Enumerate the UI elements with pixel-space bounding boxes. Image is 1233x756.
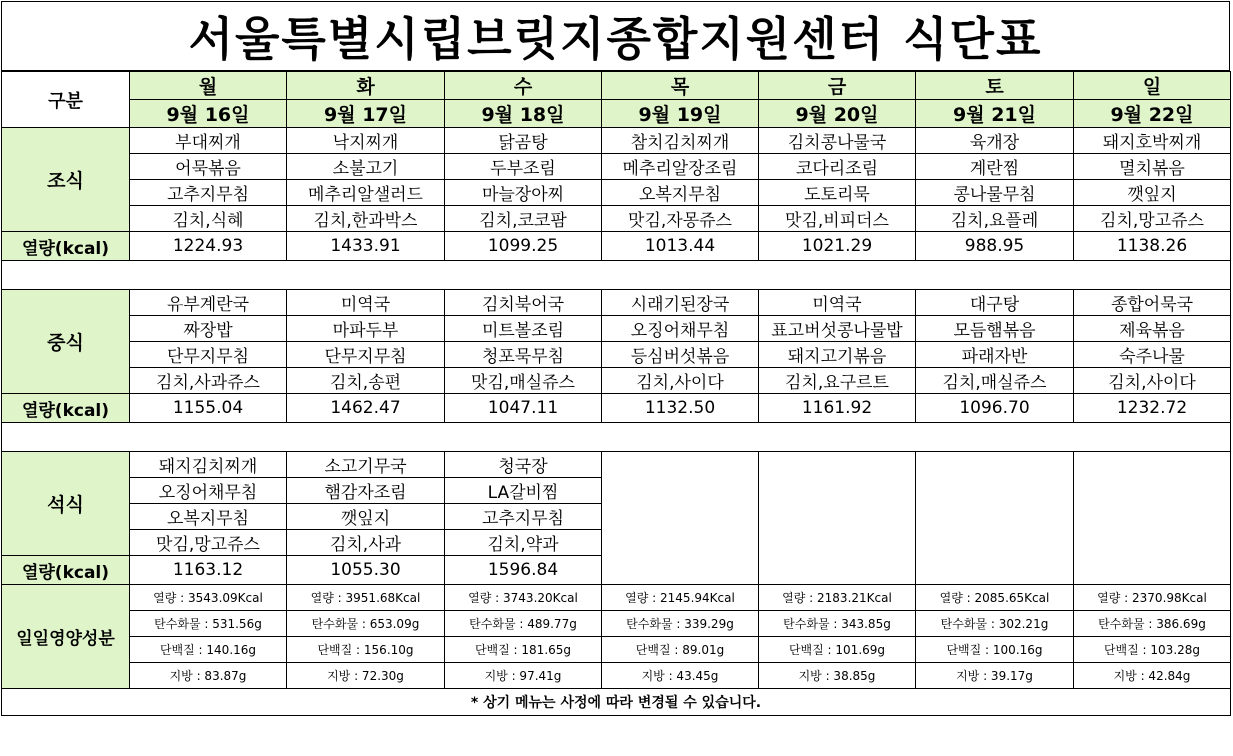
menu-cell: 맛김,자몽쥬스 bbox=[602, 206, 759, 232]
day-header: 월 bbox=[130, 72, 287, 100]
nutrition-protein: 단백질 : 181.65g bbox=[445, 637, 602, 663]
nutrition-fat: 지방 : 97.41g bbox=[445, 663, 602, 689]
nutrition-carbs: 탄수화물 : 653.09g bbox=[287, 611, 445, 637]
menu-cell: 소고기무국 bbox=[287, 452, 445, 478]
nutrition-protein: 단백질 : 101.69g bbox=[759, 637, 916, 663]
menu-cell: 표고버섯콩나물밥 bbox=[759, 316, 916, 342]
menu-cell: 어묵볶음 bbox=[130, 154, 287, 180]
menu-cell: 닭곰탕 bbox=[445, 128, 602, 154]
kcal-value: 1462.47 bbox=[287, 394, 445, 423]
menu-cell: 김치,약과 bbox=[445, 530, 602, 556]
nutrition-carbs: 탄수화물 : 339.29g bbox=[602, 611, 759, 637]
menu-cell: 김치북어국 bbox=[445, 290, 602, 316]
breakfast-label: 조식 bbox=[2, 128, 130, 232]
menu-cell: 오복지무침 bbox=[602, 180, 759, 206]
empty-cell bbox=[1074, 452, 1231, 585]
menu-cell: 모듬햄볶음 bbox=[916, 316, 1074, 342]
menu-cell: 소불고기 bbox=[287, 154, 445, 180]
nutrition-carbs: 탄수화물 : 531.56g bbox=[130, 611, 287, 637]
menu-cell: 메추리알샐러드 bbox=[287, 180, 445, 206]
menu-cell: 마파두부 bbox=[287, 316, 445, 342]
menu-cell: 김치,망고쥬스 bbox=[1074, 206, 1231, 232]
menu-cell: LA갈비찜 bbox=[445, 478, 602, 504]
nutrition-label: 일일영양성분 bbox=[2, 585, 130, 689]
menu-cell: 계란찜 bbox=[916, 154, 1074, 180]
lunch-label: 중식 bbox=[2, 290, 130, 394]
day-header: 화 bbox=[287, 72, 445, 100]
nutrition-protein: 단백질 : 156.10g bbox=[287, 637, 445, 663]
kcal-value: 1055.30 bbox=[287, 556, 445, 585]
spacer-row bbox=[2, 261, 1231, 290]
menu-cell: 고추지무침 bbox=[130, 180, 287, 206]
nutrition-energy: 열량 : 2085.65Kcal bbox=[916, 585, 1074, 611]
menu-cell: 참치김치찌개 bbox=[602, 128, 759, 154]
menu-cell: 도토리묵 bbox=[759, 180, 916, 206]
date-header: 9월 18일 bbox=[445, 100, 602, 128]
nutrition-carbs: 탄수화물 : 489.77g bbox=[445, 611, 602, 637]
footer-note: * 상기 메뉴는 사정에 따라 변경될 수 있습니다. bbox=[2, 689, 1231, 716]
spacer-row bbox=[2, 423, 1231, 452]
menu-cell: 낙지찌개 bbox=[287, 128, 445, 154]
menu-cell: 짜장밥 bbox=[130, 316, 287, 342]
menu-cell: 파래자반 bbox=[916, 342, 1074, 368]
kcal-value: 1232.72 bbox=[1074, 394, 1231, 423]
kcal-value: 1433.91 bbox=[287, 232, 445, 261]
kcal-value: 988.95 bbox=[916, 232, 1074, 261]
kcal-value: 1047.11 bbox=[445, 394, 602, 423]
nutrition-fat: 지방 : 38.85g bbox=[759, 663, 916, 689]
menu-cell: 김치,코코팜 bbox=[445, 206, 602, 232]
menu-cell: 김치,요구르트 bbox=[759, 368, 916, 394]
date-header: 9월 16일 bbox=[130, 100, 287, 128]
kcal-value: 1138.26 bbox=[1074, 232, 1231, 261]
kcal-label: 열량(kcal) bbox=[2, 394, 130, 423]
menu-cell: 마늘장아찌 bbox=[445, 180, 602, 206]
menu-cell: 육개장 bbox=[916, 128, 1074, 154]
nutrition-fat: 지방 : 43.45g bbox=[602, 663, 759, 689]
menu-table bbox=[1, 71, 1231, 716]
nutrition-protein: 단백질 : 89.01g bbox=[602, 637, 759, 663]
menu-cell: 김치,식혜 bbox=[130, 206, 287, 232]
menu-cell: 김치,요플레 bbox=[916, 206, 1074, 232]
nutrition-fat: 지방 : 39.17g bbox=[916, 663, 1074, 689]
menu-cell: 깻잎지 bbox=[1074, 180, 1231, 206]
nutrition-protein: 단백질 : 103.28g bbox=[1074, 637, 1231, 663]
dinner-label: 석식 bbox=[2, 452, 130, 556]
empty-cell bbox=[759, 452, 916, 585]
nutrition-energy: 열량 : 2183.21Kcal bbox=[759, 585, 916, 611]
kcal-value: 1099.25 bbox=[445, 232, 602, 261]
menu-cell: 김치,한과박스 bbox=[287, 206, 445, 232]
kcal-value: 1161.92 bbox=[759, 394, 916, 423]
menu-cell: 돼지고기볶음 bbox=[759, 342, 916, 368]
nutrition-fat: 지방 : 72.30g bbox=[287, 663, 445, 689]
kcal-value: 1013.44 bbox=[602, 232, 759, 261]
menu-cell: 햄감자조림 bbox=[287, 478, 445, 504]
nutrition-energy: 열량 : 3951.68Kcal bbox=[287, 585, 445, 611]
kcal-label: 열량(kcal) bbox=[2, 232, 130, 261]
menu-cell: 김치,매실쥬스 bbox=[916, 368, 1074, 394]
menu-cell: 김치,사이다 bbox=[602, 368, 759, 394]
menu-cell: 제육볶음 bbox=[1074, 316, 1231, 342]
menu-cell: 김치,사과쥬스 bbox=[130, 368, 287, 394]
empty-cell bbox=[916, 452, 1074, 585]
kcal-label: 열량(kcal) bbox=[2, 556, 130, 585]
page-title: 서울특별시립브릿지종합지원센터 식단표 bbox=[1, 1, 1230, 71]
menu-cell: 두부조림 bbox=[445, 154, 602, 180]
nutrition-energy: 열량 : 2145.94Kcal bbox=[602, 585, 759, 611]
nutrition-fat: 지방 : 42.84g bbox=[1074, 663, 1231, 689]
menu-cell: 돼지호박찌개 bbox=[1074, 128, 1231, 154]
menu-cell: 대구탕 bbox=[916, 290, 1074, 316]
date-header: 9월 22일 bbox=[1074, 100, 1231, 128]
menu-cell: 오징어채무침 bbox=[130, 478, 287, 504]
date-header: 9월 20일 bbox=[759, 100, 916, 128]
day-header: 목 bbox=[602, 72, 759, 100]
nutrition-carbs: 탄수화물 : 343.85g bbox=[759, 611, 916, 637]
menu-cell: 부대찌개 bbox=[130, 128, 287, 154]
kcal-value: 1132.50 bbox=[602, 394, 759, 423]
gubun-header: 구분 bbox=[2, 72, 130, 128]
kcal-value: 1163.12 bbox=[130, 556, 287, 585]
date-header: 9월 21일 bbox=[916, 100, 1074, 128]
menu-cell: 깻잎지 bbox=[287, 504, 445, 530]
menu-cell: 메추리알장조림 bbox=[602, 154, 759, 180]
menu-cell: 청포묵무침 bbox=[445, 342, 602, 368]
kcal-value: 1224.93 bbox=[130, 232, 287, 261]
menu-cell: 미역국 bbox=[287, 290, 445, 316]
menu-cell: 시래기된장국 bbox=[602, 290, 759, 316]
menu-cell: 김치,사과 bbox=[287, 530, 445, 556]
menu-cell: 종합어묵국 bbox=[1074, 290, 1231, 316]
menu-cell: 유부계란국 bbox=[130, 290, 287, 316]
menu-cell: 맛김,망고쥬스 bbox=[130, 530, 287, 556]
menu-cell: 오징어채무침 bbox=[602, 316, 759, 342]
date-header: 9월 17일 bbox=[287, 100, 445, 128]
nutrition-fat: 지방 : 83.87g bbox=[130, 663, 287, 689]
day-header: 수 bbox=[445, 72, 602, 100]
menu-cell: 콩나물무침 bbox=[916, 180, 1074, 206]
menu-cell: 단무지무침 bbox=[287, 342, 445, 368]
menu-cell: 맛김,비피더스 bbox=[759, 206, 916, 232]
menu-cell: 미역국 bbox=[759, 290, 916, 316]
kcal-value: 1155.04 bbox=[130, 394, 287, 423]
nutrition-protein: 단백질 : 100.16g bbox=[916, 637, 1074, 663]
day-header: 토 bbox=[916, 72, 1074, 100]
nutrition-energy: 열량 : 3743.20Kcal bbox=[445, 585, 602, 611]
kcal-value: 1021.29 bbox=[759, 232, 916, 261]
nutrition-protein: 단백질 : 140.16g bbox=[130, 637, 287, 663]
day-header: 일 bbox=[1074, 72, 1231, 100]
menu-cell: 김치콩나물국 bbox=[759, 128, 916, 154]
kcal-value: 1596.84 bbox=[445, 556, 602, 585]
nutrition-carbs: 탄수화물 : 386.69g bbox=[1074, 611, 1231, 637]
menu-cell: 미트볼조림 bbox=[445, 316, 602, 342]
menu-cell: 오복지무침 bbox=[130, 504, 287, 530]
day-header: 금 bbox=[759, 72, 916, 100]
menu-cell: 김치,송편 bbox=[287, 368, 445, 394]
menu-cell: 코다리조림 bbox=[759, 154, 916, 180]
menu-cell: 돼지김치찌개 bbox=[130, 452, 287, 478]
nutrition-carbs: 탄수화물 : 302.21g bbox=[916, 611, 1074, 637]
menu-cell: 고추지무침 bbox=[445, 504, 602, 530]
kcal-value: 1096.70 bbox=[916, 394, 1074, 423]
menu-cell: 맛김,매실쥬스 bbox=[445, 368, 602, 394]
nutrition-energy: 열량 : 2370.98Kcal bbox=[1074, 585, 1231, 611]
menu-cell: 단무지무침 bbox=[130, 342, 287, 368]
menu-cell: 숙주나물 bbox=[1074, 342, 1231, 368]
menu-cell: 등심버섯볶음 bbox=[602, 342, 759, 368]
menu-cell: 청국장 bbox=[445, 452, 602, 478]
menu-cell: 김치,사이다 bbox=[1074, 368, 1231, 394]
date-header: 9월 19일 bbox=[602, 100, 759, 128]
nutrition-energy: 열량 : 3543.09Kcal bbox=[130, 585, 287, 611]
menu-cell: 멸치볶음 bbox=[1074, 154, 1231, 180]
empty-cell bbox=[602, 452, 759, 585]
